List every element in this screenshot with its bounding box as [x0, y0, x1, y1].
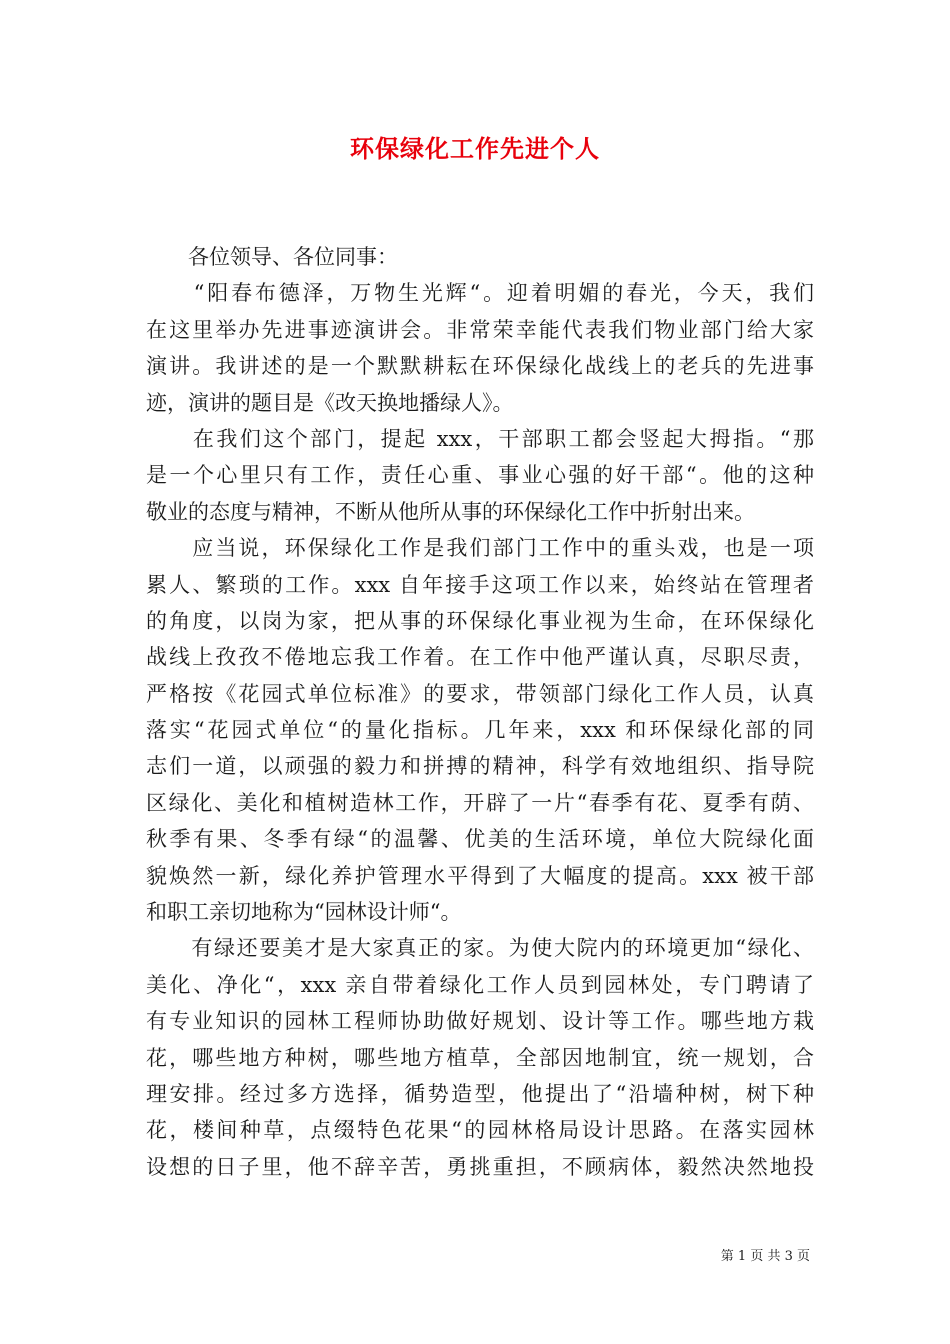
body-line: 在我们这个部门，提起 xxx，干部职工都会竖起大拇指。“那: [146, 426, 814, 451]
body-line: 理安排。经过多方选择，循势造型，他提出了“沿墙种树，树下种: [146, 1081, 814, 1106]
page-number: 第 1 页 共 3 页: [720, 1249, 810, 1264]
body-line: 迹，演讲的题目是《改天换地播绿人》。: [146, 390, 514, 415]
body-line: 是一个心里只有工作，责任心重、事业心强的好干部“。他的这种: [146, 463, 814, 488]
body-line: 敬业的态度与精神，不断从他所从事的环保绿化工作中折射出来。: [146, 499, 755, 524]
body-line: 战线上孜孜不倦地忘我工作着。在工作中他严谨认真，尽职尽责，: [146, 645, 814, 670]
body-line: 区绿化、美化和植树造林工作，开辟了一片“春季有花、夏季有荫、: [146, 790, 814, 815]
body-line: 应当说，环保绿化工作是我们部门工作中的重头戏，也是一项: [146, 536, 814, 561]
body-line: 花，哪些地方种树，哪些地方植草，全部因地制宜，统一规划，合: [146, 1045, 814, 1070]
body-line: 的角度，以岗为家，把从事的环保绿化事业视为生命，在环保绿化: [146, 608, 814, 633]
body-line: 和职工亲切地称为“园林设计师“。: [146, 900, 462, 925]
body-line: 花，楼间种草，点缀特色花果“的园林格局设计思路。在落实园林: [146, 1118, 814, 1143]
body-line: “阳春布德泽，万物生光辉“。迎着明媚的春光，今天，我们: [146, 281, 814, 306]
body-line: 貌焕然一新，绿化养护管理水平得到了大幅度的提高。xxx 被干部: [146, 863, 814, 888]
body-line: 有绿还要美才是大家真正的家。为使大院内的环境更加“绿化、: [146, 936, 814, 961]
body-line: 落实“花园式单位“的量化指标。几年来，xxx 和环保绿化部的同: [146, 718, 814, 743]
body-line: 设想的日子里，他不辞辛苦，勇挑重担，不顾病体，毅然决然地投: [146, 1154, 814, 1179]
body-line: 演讲。我讲述的是一个默默耕耘在环保绿化战线上的老兵的先进事: [146, 354, 814, 379]
document-title: 环保绿化工作先进个人: [350, 134, 600, 163]
body-line: 各位领导、各位同事：: [146, 245, 398, 269]
body-line: 累人、繁琐的工作。xxx 自年接手这项工作以来，始终站在管理者: [146, 572, 814, 597]
body-line: 美化、净化“，xxx 亲自带着绿化工作人员到园林处，专门聘请了: [146, 972, 814, 997]
body-line: 有专业知识的园林工程师协助做好规划、设计等工作。哪些地方栽: [146, 1009, 814, 1034]
document-body: [146, 239, 814, 1185]
body-line: 志们一道，以顽强的毅力和拼搏的精神，科学有效地组织、指导院: [146, 754, 814, 779]
body-line: 严格按《花园式单位标准》的要求，带领部门绿化工作人员，认真: [146, 681, 814, 706]
body-line: 秋季有果、冬季有绿“的温馨、优美的生活环境，单位大院绿化面: [146, 827, 814, 852]
body-line: 在这里举办先进事迹演讲会。非常荣幸能代表我们物业部门给大家: [146, 317, 814, 342]
